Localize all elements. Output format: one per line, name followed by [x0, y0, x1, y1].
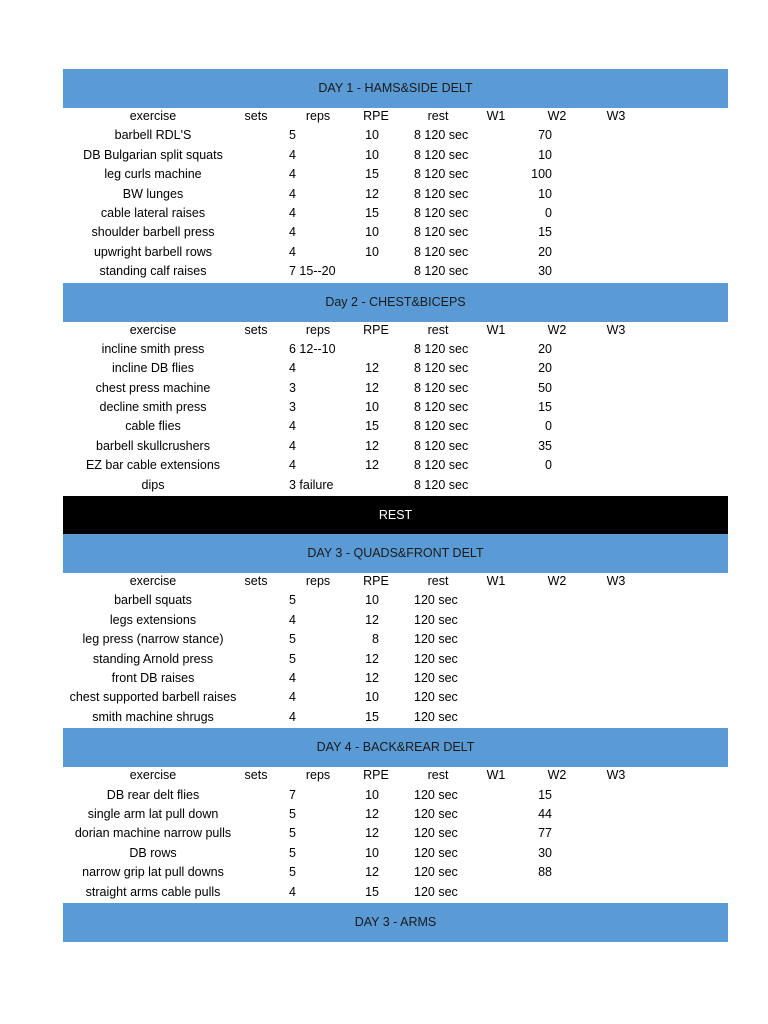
column-header-row [63, 573, 728, 592]
rest-cell: 8 120 sec [414, 361, 469, 376]
reps-cell: 3 [289, 400, 296, 415]
rest-cell: 120 sec [414, 709, 458, 724]
w2-cell: 15 [538, 787, 552, 802]
exercise-cell: leg curls machine [104, 167, 202, 182]
reps-cell: 5 [289, 865, 296, 880]
exercise-cell: front DB raises [111, 670, 195, 685]
rpe-cell: 10 [365, 128, 379, 143]
reps-cell: 5 [289, 806, 296, 821]
section-rows-day1 [63, 127, 728, 282]
table-row [63, 825, 728, 844]
exercise-cell: dips [141, 477, 165, 492]
exercise-cell: straight arms cable pulls [85, 884, 221, 899]
workout-sheet [63, 69, 728, 942]
table-row [63, 341, 728, 360]
table-row [63, 631, 728, 650]
exercise-cell: narrow grip lat pull downs [82, 865, 224, 880]
rpe-cell: 12 [365, 186, 379, 201]
rest-cell: 120 sec [414, 632, 458, 647]
exercise-cell: smith machine shrugs [92, 709, 214, 724]
rpe-cell: 10 [365, 147, 379, 162]
rpe-cell: 10 [365, 787, 379, 802]
section-header-arms: DAY 3 - ARMS [63, 903, 728, 942]
rpe-cell: 15 [365, 709, 379, 724]
rest-cell: 120 sec [414, 884, 458, 899]
col-w1: W1 [486, 322, 506, 337]
col-exercise: exercise [129, 574, 177, 589]
exercise-cell: DB rear delt flies [106, 787, 200, 802]
reps-cell: 5 [289, 632, 296, 647]
table-row [63, 224, 728, 243]
col-sets: sets [244, 322, 268, 337]
table-row [63, 845, 728, 864]
reps-cell: 4 [289, 419, 296, 434]
exercise-cell: chest supported barbell raises [69, 690, 237, 705]
reps-cell: 4 [289, 186, 296, 201]
rest-cell: 8 120 sec [414, 264, 469, 279]
col-rpe: RPE [363, 574, 389, 589]
rest-cell: 8 120 sec [414, 205, 469, 220]
reps-cell: 7 [289, 787, 296, 802]
rpe-cell: 10 [365, 244, 379, 259]
section-header-day2: Day 2 - CHEST&BICEPS [63, 283, 728, 322]
rest-cell: 8 120 sec [414, 419, 469, 434]
w2-cell: 70 [538, 128, 552, 143]
reps-cell: 4 [289, 167, 296, 182]
w2-cell: 15 [538, 400, 552, 415]
rest-cell: 120 sec [414, 593, 458, 608]
reps-cell: 5 [289, 651, 296, 666]
table-row [63, 147, 728, 166]
table-row [63, 263, 728, 282]
section-rows-day3 [63, 592, 728, 728]
exercise-cell: BW lunges [122, 186, 184, 201]
table-row [63, 651, 728, 670]
w2-cell: 10 [538, 147, 552, 162]
w2-cell: 0 [545, 419, 552, 434]
rest-cell: 120 sec [414, 865, 458, 880]
reps-cell: 4 [289, 690, 296, 705]
exercise-cell: leg press (narrow stance) [82, 632, 224, 647]
section-rows-day2 [63, 341, 728, 496]
table-row [63, 592, 728, 611]
col-rpe: RPE [363, 322, 389, 337]
w2-cell: 20 [538, 341, 552, 356]
section-header-day1: DAY 1 - HAMS&SIDE DELT [63, 69, 728, 108]
table-row [63, 127, 728, 146]
w2-cell: 20 [538, 361, 552, 376]
rest-cell: 120 sec [414, 806, 458, 821]
rest-cell: 120 sec [414, 845, 458, 860]
table-row [63, 244, 728, 263]
rpe-cell: 10 [365, 400, 379, 415]
rest-cell: 120 sec [414, 787, 458, 802]
col-rest: rest [427, 322, 449, 337]
column-header-row [63, 767, 728, 786]
table-row [63, 380, 728, 399]
rest-cell: 8 120 sec [414, 244, 469, 259]
rpe-cell: 10 [365, 593, 379, 608]
exercise-cell: incline smith press [101, 341, 205, 356]
rest-cell: 8 120 sec [414, 186, 469, 201]
rpe-cell: 10 [365, 225, 379, 240]
reps-cell: 5 [289, 128, 296, 143]
col-w2: W2 [547, 322, 567, 337]
w2-cell: 50 [538, 380, 552, 395]
table-row [63, 612, 728, 631]
section-rows-day4 [63, 787, 728, 903]
reps-cell: 3 [289, 380, 296, 395]
exercise-cell: DB rows [129, 845, 177, 860]
table-row [63, 399, 728, 418]
rpe-cell: 12 [365, 865, 379, 880]
col-w1: W1 [486, 768, 506, 783]
col-w3: W3 [606, 768, 626, 783]
col-w2: W2 [547, 768, 567, 783]
rest-cell: 8 120 sec [414, 477, 469, 492]
col-sets: sets [244, 768, 268, 783]
rest-cell: 120 sec [414, 690, 458, 705]
w2-cell: 44 [538, 806, 552, 821]
w2-cell: 88 [538, 865, 552, 880]
reps-cell: 4 [289, 244, 296, 259]
table-row [63, 457, 728, 476]
rest-cell: 8 120 sec [414, 167, 469, 182]
col-reps: reps [305, 574, 331, 589]
exercise-cell: dorian machine narrow pulls [74, 826, 232, 841]
col-exercise: exercise [129, 109, 177, 123]
rpe-cell: 12 [365, 458, 379, 473]
reps-cell: 4 [289, 709, 296, 724]
exercise-cell: single arm lat pull down [87, 806, 219, 821]
table-row [63, 806, 728, 825]
w2-cell: 15 [538, 225, 552, 240]
w2-cell: 77 [538, 826, 552, 841]
section-header-day4: DAY 4 - BACK&REAR DELT [63, 728, 728, 767]
exercise-cell: DB Bulgarian split squats [83, 147, 223, 162]
reps-cell: 7 15--20 [289, 264, 336, 279]
exercise-cell: EZ bar cable extensions [85, 458, 221, 473]
rest-cell: 8 120 sec [414, 400, 469, 415]
reps-cell: 5 [289, 826, 296, 841]
rpe-cell: 12 [365, 806, 379, 821]
reps-cell: 4 [289, 361, 296, 376]
rpe-cell: 8 [372, 632, 379, 647]
exercise-cell: standing calf raises [99, 264, 207, 279]
col-w1: W1 [486, 109, 506, 123]
col-rpe: RPE [363, 109, 389, 123]
table-row [63, 186, 728, 205]
w2-cell: 0 [545, 205, 552, 220]
exercise-cell: barbell skullcrushers [96, 438, 210, 453]
rest-cell: 8 120 sec [414, 438, 469, 453]
col-w2: W2 [547, 109, 567, 123]
col-reps: reps [305, 322, 331, 337]
rpe-cell: 15 [365, 205, 379, 220]
rpe-cell: 12 [365, 651, 379, 666]
exercise-cell: barbell RDL'S [114, 128, 192, 143]
rest-cell: 8 120 sec [414, 458, 469, 473]
col-w3: W3 [606, 322, 626, 337]
col-exercise: exercise [129, 322, 177, 337]
table-row [63, 360, 728, 379]
col-sets: sets [244, 109, 268, 123]
reps-cell: 5 [289, 845, 296, 860]
rest-cell: 120 sec [414, 612, 458, 627]
w2-cell: 0 [545, 458, 552, 473]
rpe-cell: 10 [365, 690, 379, 705]
table-row [63, 787, 728, 806]
rpe-cell: 12 [365, 380, 379, 395]
col-w3: W3 [606, 574, 626, 589]
col-exercise: exercise [129, 768, 177, 783]
col-reps: reps [305, 109, 331, 123]
col-reps: reps [305, 768, 331, 783]
table-row [63, 670, 728, 689]
rest-cell: 8 120 sec [414, 225, 469, 240]
rest-cell: 120 sec [414, 826, 458, 841]
reps-cell: 4 [289, 884, 296, 899]
reps-cell: 4 [289, 205, 296, 220]
col-rest: rest [427, 768, 449, 783]
table-row [63, 689, 728, 708]
exercise-cell: shoulder barbell press [91, 225, 215, 240]
w2-cell: 35 [538, 438, 552, 453]
col-rpe: RPE [363, 768, 389, 783]
reps-cell: 4 [289, 458, 296, 473]
rpe-cell: 12 [365, 826, 379, 841]
w2-cell: 30 [538, 264, 552, 279]
table-row [63, 418, 728, 437]
reps-cell: 4 [289, 670, 296, 685]
col-w2: W2 [547, 574, 567, 589]
exercise-cell: cable lateral raises [100, 205, 206, 220]
rest-cell: 8 120 sec [414, 128, 469, 143]
rest-cell: 120 sec [414, 651, 458, 666]
rpe-cell: 15 [365, 419, 379, 434]
col-rest: rest [427, 574, 449, 589]
rpe-cell: 10 [365, 845, 379, 860]
table-row [63, 884, 728, 903]
rpe-cell: 12 [365, 612, 379, 627]
rest-cell: 8 120 sec [414, 341, 469, 356]
exercise-cell: chest press machine [95, 380, 211, 395]
table-row [63, 166, 728, 185]
col-sets: sets [244, 574, 268, 589]
exercise-cell: barbell squats [114, 593, 192, 608]
rest-cell: 8 120 sec [414, 380, 469, 395]
reps-cell: 4 [289, 147, 296, 162]
reps-cell: 4 [289, 438, 296, 453]
exercise-cell: upwright barbell rows [93, 244, 213, 259]
rest-day-band: REST [63, 496, 728, 534]
rpe-cell: 12 [365, 438, 379, 453]
col-rest: rest [427, 109, 449, 123]
col-w1: W1 [486, 574, 506, 589]
w2-cell: 30 [538, 845, 552, 860]
rpe-cell: 15 [365, 167, 379, 182]
rest-cell: 8 120 sec [414, 147, 469, 162]
table-row [63, 205, 728, 224]
exercise-cell: cable flies [125, 419, 181, 434]
column-header-row [63, 322, 728, 341]
reps-cell: 3 failure [289, 477, 334, 492]
table-row [63, 438, 728, 457]
reps-cell: 5 [289, 593, 296, 608]
exercise-cell: legs extensions [109, 612, 197, 627]
reps-cell: 4 [289, 612, 296, 627]
table-row [63, 477, 728, 496]
reps-cell: 6 12--10 [289, 341, 336, 356]
rpe-cell: 15 [365, 884, 379, 899]
section-header-day3: DAY 3 - QUADS&FRONT DELT [63, 534, 728, 573]
table-row [63, 709, 728, 728]
exercise-cell: decline smith press [99, 400, 207, 415]
w2-cell: 10 [538, 186, 552, 201]
reps-cell: 4 [289, 225, 296, 240]
column-header-row [63, 108, 728, 127]
rest-cell: 120 sec [414, 670, 458, 685]
rpe-cell: 12 [365, 361, 379, 376]
exercise-cell: standing Arnold press [92, 651, 214, 666]
w2-cell: 20 [538, 244, 552, 259]
col-w3: W3 [606, 109, 626, 123]
exercise-cell: incline DB flies [112, 361, 194, 376]
w2-cell: 100 [531, 167, 552, 182]
table-row [63, 864, 728, 883]
rpe-cell: 12 [365, 670, 379, 685]
